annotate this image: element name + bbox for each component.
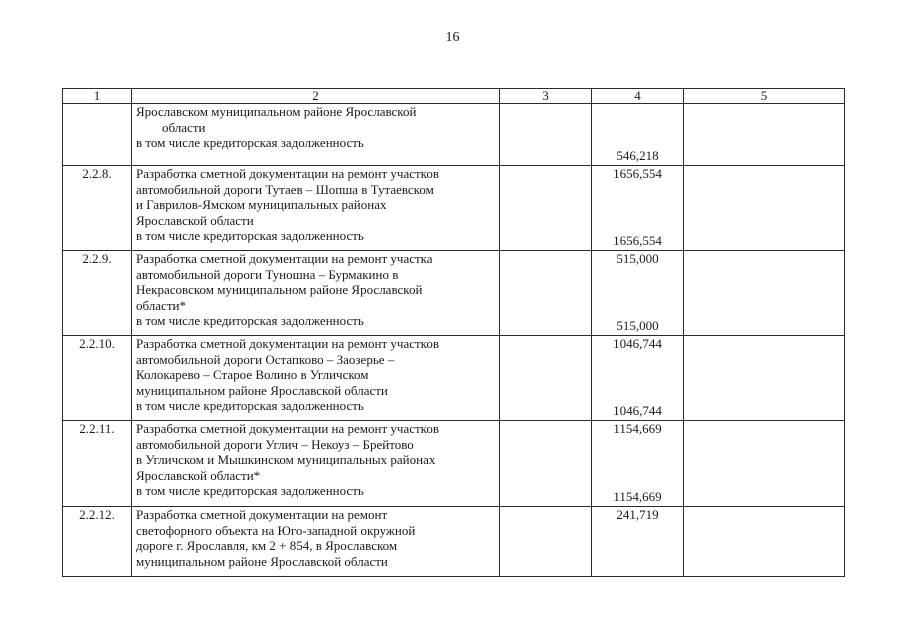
table-row: [63, 507, 845, 577]
column-3-cell: [500, 104, 592, 166]
column-5-cell: [684, 421, 845, 507]
subitem-amount: 546,218: [616, 148, 659, 164]
item-amount: 515,000: [616, 251, 659, 266]
item-amount: 1046,744: [613, 336, 662, 351]
description-line: Ярославской области*: [136, 467, 261, 483]
table-row: [63, 166, 845, 251]
table-row: [63, 421, 845, 507]
column-header: 3: [500, 89, 592, 104]
item-number: 2.2.12.: [63, 507, 132, 577]
subitem-label: в том числе кредиторская задолженность: [136, 228, 364, 244]
subitem-label: в том числе кредиторская задолженность: [136, 483, 364, 499]
column-3-cell: [500, 166, 592, 251]
item-description: [132, 251, 500, 336]
subitem-amount: 1154,669: [613, 489, 662, 505]
description-line: светофорного объекта на Юго-западной окружной: [136, 522, 416, 538]
item-description: [132, 507, 500, 577]
amount-cell: [592, 421, 684, 507]
column-5-cell: [684, 104, 845, 166]
item-number: 2.2.8.: [63, 166, 132, 251]
description-line: автомобильной дороги Углич – Некоуз – Брейтово: [136, 436, 414, 452]
description-line: Разработка сметной документации на ремонт участков: [136, 336, 439, 351]
description-line: муниципальном районе Ярославской области: [136, 553, 388, 569]
column-3-cell: [500, 507, 592, 577]
column-header: 1: [63, 89, 132, 104]
column-5-cell: [684, 251, 845, 336]
description-line: области: [162, 119, 206, 135]
description-line: Некрасовском муниципальном районе Ярославской: [136, 282, 423, 298]
description-line: в Угличском и Мышкинском муниципальных районах: [136, 452, 436, 468]
subitem-label: в том числе кредиторская задолженность: [136, 313, 364, 329]
item-number: 2.2.10.: [63, 336, 132, 421]
item-number: 2.2.9.: [63, 251, 132, 336]
item-amount: 1154,669: [613, 421, 662, 436]
subitem-amount: 1046,744: [613, 403, 662, 419]
item-description: [132, 421, 500, 507]
item-number: 2.2.11.: [63, 421, 132, 507]
table-row: [63, 104, 845, 166]
description-line: Разработка сметной документации на ремонт участка: [136, 251, 433, 266]
subitem-amount: 515,000: [616, 318, 659, 334]
table-row: [63, 251, 845, 336]
description-line: муниципальном районе Ярославской области: [136, 382, 388, 398]
amount-cell: [592, 251, 684, 336]
page-number: 16: [445, 30, 460, 45]
description-line: и Гаврилов-Ямском муниципальных районах: [136, 197, 387, 213]
subitem-amount: 1656,554: [613, 233, 662, 249]
table-row: [63, 336, 845, 421]
column-3-cell: [500, 336, 592, 421]
budget-table: [62, 88, 845, 577]
item-number: [63, 104, 132, 166]
item-description: [132, 336, 500, 421]
description-line: автомобильной дороги Туношна – Бурмакино в: [136, 266, 399, 282]
description-line: дороге г. Ярославля, км 2 + 854, в Ярославском: [136, 538, 398, 554]
description-line: Разработка сметной документации на ремонт участков: [136, 421, 439, 436]
column-3-cell: [500, 421, 592, 507]
subitem-label: в том числе кредиторская задолженность: [136, 135, 364, 151]
subitem-label: в том числе кредиторская задолженность: [136, 398, 364, 414]
column-header: 2: [132, 89, 500, 104]
amount-cell: [592, 166, 684, 251]
description-line: автомобильной дороги Тутаев – Шопша в Тутаевском: [136, 181, 434, 197]
item-description: [132, 104, 500, 166]
header-row: [63, 89, 845, 104]
item-description: [132, 166, 500, 251]
amount-cell: [592, 507, 684, 577]
column-3-cell: [500, 251, 592, 336]
amount-cell: [592, 104, 684, 166]
description-line: Ярославском муниципальном районе Ярославской: [136, 104, 417, 119]
column-header: 5: [684, 89, 845, 104]
description-line: Разработка сметной документации на ремонт участков: [136, 166, 439, 181]
description-line: Колокарево – Старое Волино в Угличском: [136, 367, 369, 383]
column-5-cell: [684, 507, 845, 577]
item-amount: 241,719: [616, 507, 659, 522]
description-line: автомобильной дороги Остапково – Заозерье –: [136, 351, 395, 367]
description-line: Разработка сметной документации на ремонт: [136, 507, 388, 522]
column-5-cell: [684, 166, 845, 251]
item-amount: 1656,554: [613, 166, 662, 181]
column-5-cell: [684, 336, 845, 421]
column-header: 4: [592, 89, 684, 104]
description-line: области*: [136, 297, 186, 313]
description-line: Ярославской области: [136, 212, 254, 228]
amount-cell: [592, 336, 684, 421]
